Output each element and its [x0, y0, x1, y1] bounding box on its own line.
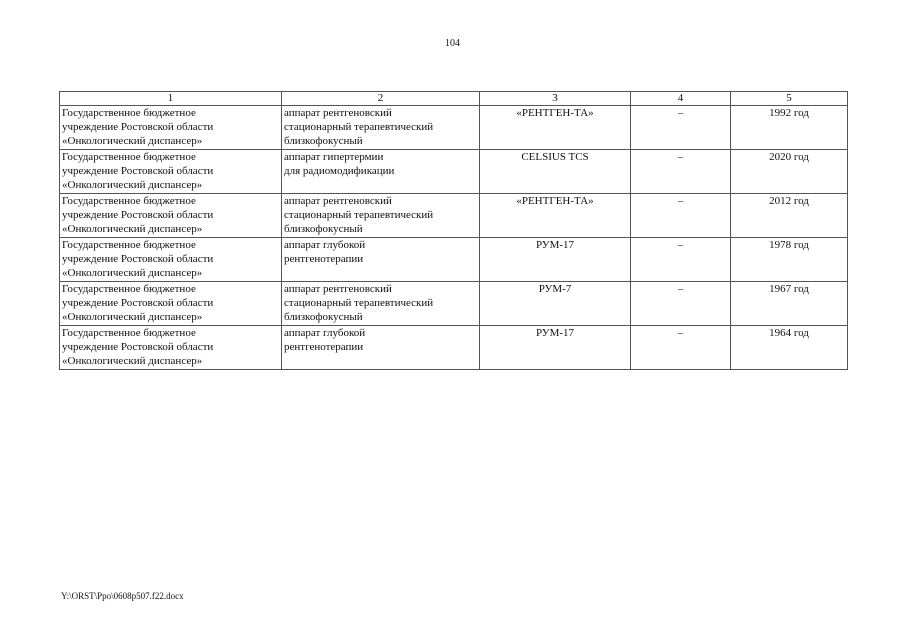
column-4-cell: – — [631, 326, 731, 370]
column-header-1: 1 — [60, 92, 282, 106]
organization-line: учреждение Ростовской области — [62, 253, 214, 265]
organization-line: «Онкологический диспансер» — [62, 311, 203, 323]
organization-line: учреждение Ростовской области — [62, 165, 214, 177]
device-line: близкофокусный — [284, 223, 363, 235]
column-header-4: 4 — [631, 92, 731, 106]
column-header-2: 2 — [282, 92, 480, 106]
organization-cell — [60, 150, 282, 194]
device-cell — [282, 326, 480, 370]
device-line: для радиомодификации — [284, 165, 395, 177]
page-number: 104 — [445, 38, 460, 49]
column-4-cell: – — [631, 282, 731, 326]
organization-line: учреждение Ростовской области — [62, 209, 214, 221]
model-cell: РУМ-7 — [480, 282, 631, 326]
organization-line: учреждение Ростовской области — [62, 121, 214, 133]
device-line: стационарный терапевтический — [284, 297, 434, 309]
table-row — [60, 238, 848, 282]
model-cell: «РЕНТГЕН-ТА» — [480, 106, 631, 150]
column-4-cell: – — [631, 194, 731, 238]
organization-line: «Онкологический диспансер» — [62, 267, 203, 279]
model-cell: «РЕНТГЕН-ТА» — [480, 194, 631, 238]
table-row — [60, 106, 848, 150]
device-cell — [282, 150, 480, 194]
table-row — [60, 326, 848, 370]
model-cell: CELSIUS TCS — [480, 150, 631, 194]
device-cell — [282, 238, 480, 282]
year-cell: 2012 год — [731, 194, 848, 238]
table-row — [60, 194, 848, 238]
column-header-3: 3 — [480, 92, 631, 106]
model-cell: РУМ-17 — [480, 238, 631, 282]
organization-line: Государственное бюджетное — [62, 151, 196, 163]
organization-cell — [60, 194, 282, 238]
model-cell: РУМ-17 — [480, 326, 631, 370]
column-header-5: 5 — [731, 92, 848, 106]
year-cell: 1978 год — [731, 238, 848, 282]
table-row — [60, 282, 848, 326]
device-line: стационарный терапевтический — [284, 121, 434, 133]
column-4-cell: – — [631, 150, 731, 194]
organization-line: Государственное бюджетное — [62, 283, 196, 295]
table-row — [60, 150, 848, 194]
organization-line: «Онкологический диспансер» — [62, 355, 203, 367]
table-header-row — [60, 92, 848, 106]
device-line: рентгенотерапии — [284, 253, 364, 265]
device-line: аппарат глубокой — [284, 239, 366, 251]
column-4-cell: – — [631, 106, 731, 150]
organization-line: Государственное бюджетное — [62, 327, 196, 339]
device-line: рентгенотерапии — [284, 341, 364, 353]
device-cell — [282, 282, 480, 326]
organization-line: «Онкологический диспансер» — [62, 135, 203, 147]
device-line: аппарат рентгеновский — [284, 283, 392, 295]
device-line: близкофокусный — [284, 135, 363, 147]
organization-cell — [60, 282, 282, 326]
column-4-cell: – — [631, 238, 731, 282]
organization-line: «Онкологический диспансер» — [62, 223, 203, 235]
organization-line: Государственное бюджетное — [62, 195, 196, 207]
organization-line: Государственное бюджетное — [62, 239, 196, 251]
organization-line: «Онкологический диспансер» — [62, 179, 203, 191]
year-cell: 1964 год — [731, 326, 848, 370]
organization-cell — [60, 326, 282, 370]
footer-file-path: Y:\ORST\Ppo\0608p507.f22.docx — [61, 591, 184, 601]
organization-line: учреждение Ростовской области — [62, 341, 214, 353]
device-line: аппарат рентгеновский — [284, 195, 392, 207]
organization-cell — [60, 106, 282, 150]
device-line: близкофокусный — [284, 311, 363, 323]
device-cell — [282, 194, 480, 238]
device-line: стационарный терапевтический — [284, 209, 434, 221]
year-cell: 1967 год — [731, 282, 848, 326]
year-cell: 2020 год — [731, 150, 848, 194]
device-line: аппарат гипертермии — [284, 151, 384, 163]
organization-line: учреждение Ростовской области — [62, 297, 214, 309]
device-cell — [282, 106, 480, 150]
table-body — [60, 106, 848, 370]
device-line: аппарат рентгеновский — [284, 107, 392, 119]
device-line: аппарат глубокой — [284, 327, 366, 339]
organization-cell — [60, 238, 282, 282]
equipment-table — [59, 91, 848, 370]
year-cell: 1992 год — [731, 106, 848, 150]
organization-line: Государственное бюджетное — [62, 107, 196, 119]
